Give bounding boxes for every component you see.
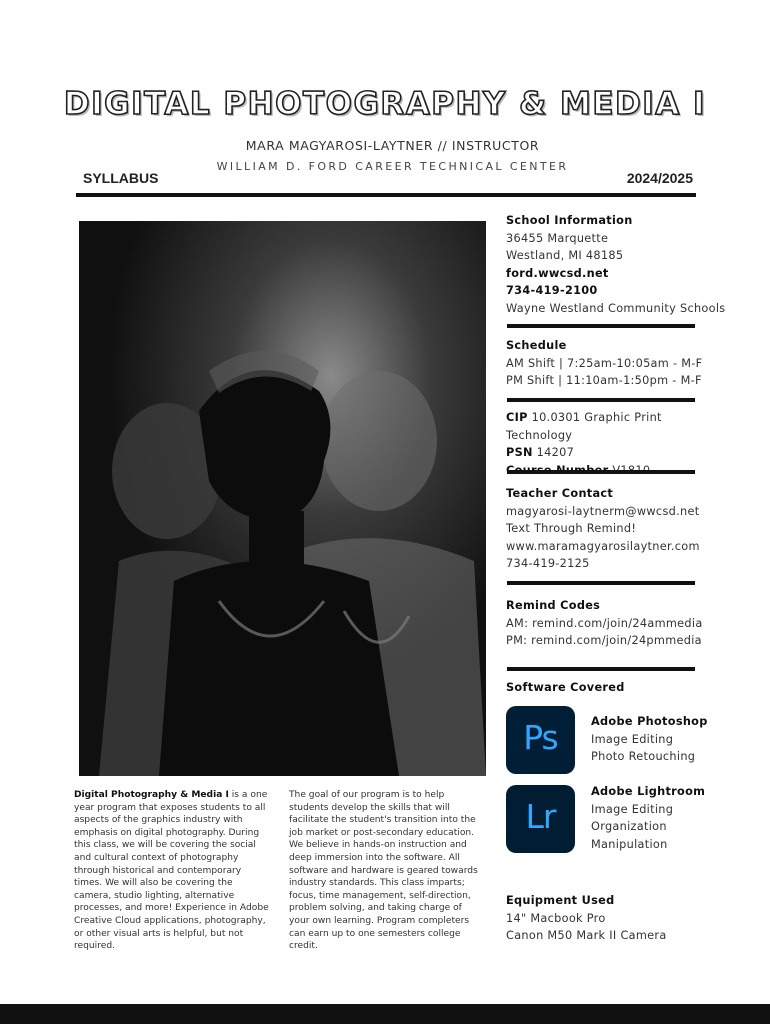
pm-shift: PM Shift | 11:10am-1:50pm - M-F [506, 374, 702, 387]
photoshop-icon [506, 706, 575, 774]
section-divider [507, 581, 695, 585]
course-codes [506, 409, 726, 479]
section-divider [507, 398, 695, 402]
software-heading [506, 679, 726, 697]
header-divider [76, 193, 696, 197]
school-website-link[interactable]: ford.wwcsd.net [506, 266, 609, 280]
school-year: 2024/2025 [626, 170, 693, 186]
software-heading-text: Software Covered [506, 681, 625, 694]
lightroom-icon-text: Lr [525, 797, 556, 836]
section-divider [507, 324, 695, 328]
psn-value: 14207 [532, 446, 575, 459]
photoshop-icon-text: Ps [523, 718, 558, 757]
cip-label: CIP [506, 411, 528, 424]
address-line-2: Westland, MI 48185 [506, 249, 624, 262]
teacher-contact [506, 485, 726, 573]
instructor-line: MARA MAGYAROSI-LAYTNER // INSTRUCTOR [245, 138, 540, 153]
photoshop-use-2: Photo Retouching [591, 750, 696, 763]
photoshop-name: Adobe Photoshop [591, 715, 708, 728]
equipment-heading: Equipment Used [506, 894, 615, 907]
remind-note: Text Through Remind! [506, 522, 637, 535]
remind-pm-link[interactable]: PM: remind.com/join/24pmmedia [506, 634, 702, 647]
cip-value: 10.0301 Graphic Print Technology [506, 411, 662, 442]
remind-am-link[interactable]: AM: remind.com/join/24ammedia [506, 616, 703, 630]
cover-photo [79, 221, 486, 776]
photoshop-use-1: Image Editing [591, 732, 674, 746]
lightroom-use-1: Image Editing [591, 802, 674, 816]
lightroom-icon [506, 785, 575, 853]
schedule-heading: Schedule [506, 339, 567, 352]
school-info [506, 212, 726, 317]
lightroom-use-2: Organization [591, 820, 667, 833]
teacher-phone: 734-419-2125 [506, 557, 590, 570]
teacher-contact-heading: Teacher Contact [506, 487, 614, 500]
lightroom-use-3: Manipulation [591, 837, 668, 851]
footer-bar [0, 1004, 770, 1024]
district-name: Wayne Westland Community Schools [506, 301, 726, 315]
am-shift: AM Shift | 7:25am-10:05am - M-F [506, 356, 703, 370]
teacher-website-link[interactable]: www.maramagyarosilaytner.com [506, 539, 700, 553]
address-line-1: 36455 Marquette [506, 231, 609, 245]
section-divider [507, 667, 695, 671]
equipment-item-2: Canon M50 Mark II Camera [506, 929, 667, 942]
equipment-item-1: 14" Macbook Pro [506, 911, 606, 925]
school-info-heading: School Information [506, 214, 633, 227]
program-description-text: is a one year program that exposes students to all aspects of the graphics industry with emphasis on digital photography. During this class, we will be covering the social and cultural context of photography through historical and contemporary times. We will also be covering the camera, studio lighting, alternative processes, and more! Experience in Adobe Creative Cloud applications, photography, or other visual arts is helpful, but not required. [74, 790, 269, 952]
program-goals: The goal of our program is to help students develop the skills that will facilitate the student's transition into the job market or post-secondary education. We believe in hands-on instruction and deep immersion into the software. All software and hardware is geared towards industry standards. This class imparts; focus, time management, self-direction, problem solving, and taking charge of your own learning. Program completers can earn up to one semesters college credit. [289, 790, 478, 952]
program-name: Digital Photography & Media I [74, 790, 229, 800]
equipment [506, 892, 726, 945]
psn-label: PSN [506, 446, 533, 459]
syllabus-label: SYLLABUS [83, 170, 159, 186]
page-title: DIGITAL PHOTOGRAPHY & MEDIA I [63, 86, 707, 122]
lightroom-name: Adobe Lightroom [591, 785, 706, 798]
school-name: WILLIAM D. FORD CAREER TECHNICAL CENTER [216, 160, 569, 173]
teacher-email-link[interactable]: magyarosi-laytnerm@wwcsd.net [506, 504, 700, 518]
schedule [506, 337, 726, 390]
school-phone: 734-419-2100 [506, 284, 598, 297]
program-description [74, 789, 269, 953]
photoshop-info [591, 713, 708, 766]
lightroom-info [591, 783, 705, 853]
remind-codes [506, 597, 726, 650]
remind-codes-heading: Remind Codes [506, 599, 601, 612]
section-divider [507, 470, 695, 474]
